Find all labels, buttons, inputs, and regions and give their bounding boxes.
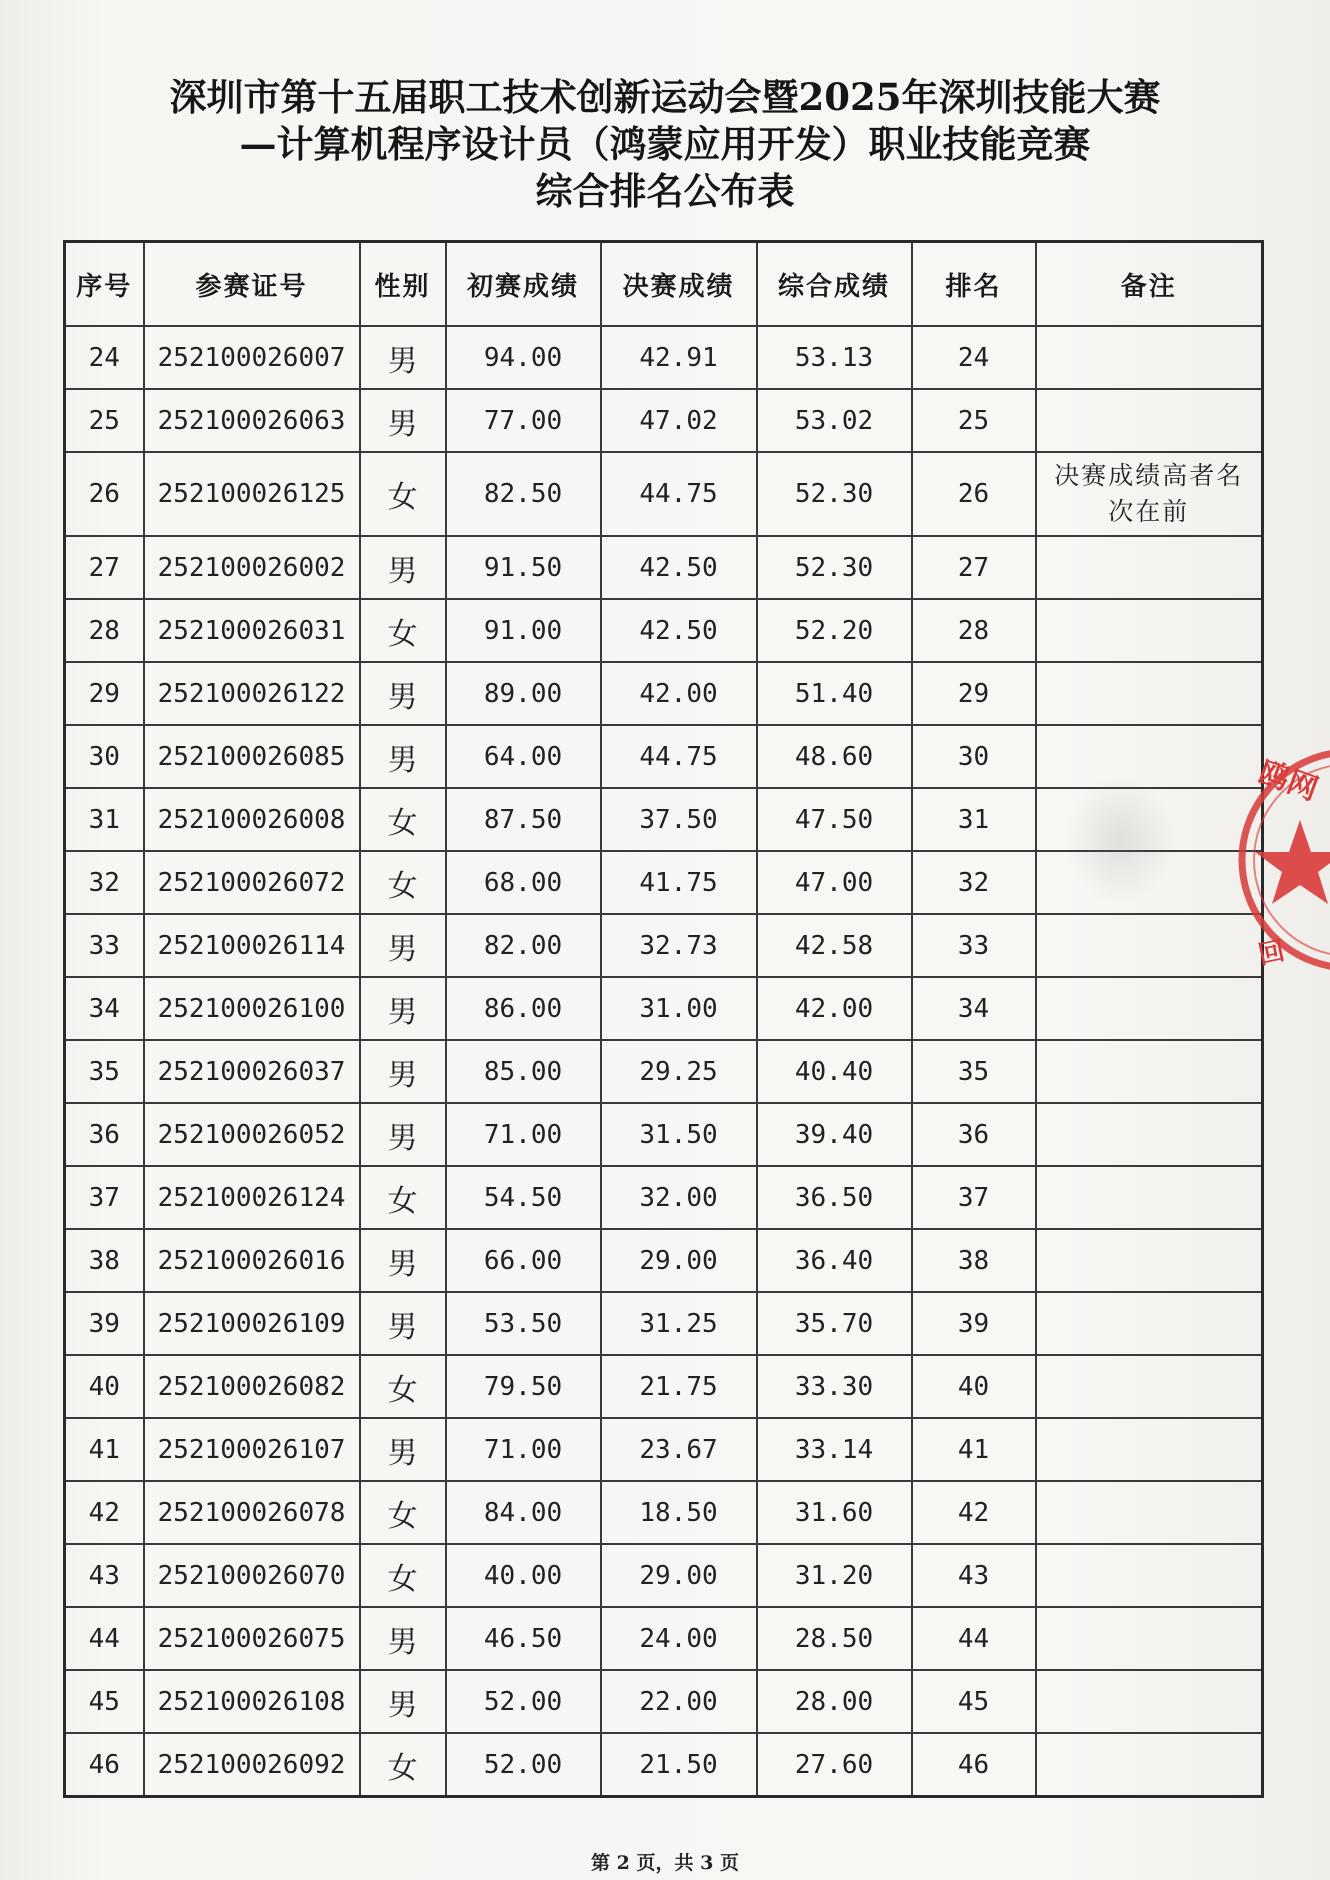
cell-note xyxy=(1036,536,1263,599)
cell-index: 29 xyxy=(65,662,144,725)
cell-note xyxy=(1036,1229,1263,1292)
cell-note xyxy=(1036,389,1263,452)
cell-index: 30 xyxy=(65,725,144,788)
cell-total-score: 53.02 xyxy=(757,389,912,452)
cell-prelim-score: 89.00 xyxy=(446,662,601,725)
cell-index: 31 xyxy=(65,788,144,851)
cell-total-score: 31.60 xyxy=(757,1481,912,1544)
cell-index: 42 xyxy=(65,1481,144,1544)
cell-prelim-score: 91.50 xyxy=(446,536,601,599)
header-cell-gender: 性别 xyxy=(360,242,446,327)
cell-final-score: 32.73 xyxy=(601,914,757,977)
cell-gender: 男 xyxy=(360,1607,446,1670)
cell-index: 24 xyxy=(65,326,144,389)
cell-prelim-score: 52.00 xyxy=(446,1670,601,1733)
cell-index: 41 xyxy=(65,1418,144,1481)
cell-total-score: 35.70 xyxy=(757,1292,912,1355)
cell-gender: 男 xyxy=(360,662,446,725)
cell-total-score: 39.40 xyxy=(757,1103,912,1166)
cell-gender: 女 xyxy=(360,788,446,851)
cell-note xyxy=(1036,326,1263,389)
cell-gender: 女 xyxy=(360,1481,446,1544)
cell-total-score: 47.50 xyxy=(757,788,912,851)
cell-prelim-score: 46.50 xyxy=(446,1607,601,1670)
cell-rank: 40 xyxy=(912,1355,1036,1418)
cell-entry-id: 252100026031 xyxy=(144,599,360,662)
cell-prelim-score: 79.50 xyxy=(446,1355,601,1418)
cell-entry-id: 252100026008 xyxy=(144,788,360,851)
title-line-2: —计算机程序设计员（鸿蒙应用开发）职业技能竞赛 xyxy=(239,122,1091,166)
cell-final-score: 21.75 xyxy=(601,1355,757,1418)
cell-gender: 男 xyxy=(360,914,446,977)
cell-entry-id: 252100026085 xyxy=(144,725,360,788)
cell-rank: 26 xyxy=(912,452,1036,536)
cell-entry-id: 252100026092 xyxy=(144,1733,360,1797)
cell-prelim-score: 84.00 xyxy=(446,1481,601,1544)
cell-rank: 38 xyxy=(912,1229,1036,1292)
svg-text:回: 回 xyxy=(1255,936,1288,971)
cell-note xyxy=(1036,599,1263,662)
cell-note xyxy=(1036,662,1263,725)
cell-final-score: 41.75 xyxy=(601,851,757,914)
cell-prelim-score: 64.00 xyxy=(446,725,601,788)
cell-rank: 36 xyxy=(912,1103,1036,1166)
cell-rank: 33 xyxy=(912,914,1036,977)
cell-rank: 46 xyxy=(912,1733,1036,1797)
cell-rank: 28 xyxy=(912,599,1036,662)
table-row xyxy=(65,1103,1263,1166)
title-line-3: 综合排名公布表 xyxy=(535,169,795,213)
table-row xyxy=(65,1355,1263,1418)
cell-rank: 35 xyxy=(912,1040,1036,1103)
cell-rank: 39 xyxy=(912,1292,1036,1355)
cell-gender: 女 xyxy=(360,1355,446,1418)
cell-prelim-score: 71.00 xyxy=(446,1418,601,1481)
cell-note xyxy=(1036,851,1263,914)
table-row xyxy=(65,536,1263,599)
cell-index: 33 xyxy=(65,914,144,977)
cell-note xyxy=(1036,1103,1263,1166)
cell-final-score: 29.25 xyxy=(601,1040,757,1103)
cell-total-score: 36.40 xyxy=(757,1229,912,1292)
cell-note xyxy=(1036,1166,1263,1229)
cell-final-score: 24.00 xyxy=(601,1607,757,1670)
cell-final-score: 42.50 xyxy=(601,599,757,662)
ranking-table xyxy=(63,240,1264,1798)
cell-final-score: 29.00 xyxy=(601,1229,757,1292)
cell-prelim-score: 94.00 xyxy=(446,326,601,389)
cell-total-score: 28.00 xyxy=(757,1670,912,1733)
table-row xyxy=(65,452,1263,536)
cell-rank: 32 xyxy=(912,851,1036,914)
cell-prelim-score: 53.50 xyxy=(446,1292,601,1355)
header-cell-rank: 排名 xyxy=(912,242,1036,327)
cell-gender: 女 xyxy=(360,1166,446,1229)
cell-prelim-score: 82.50 xyxy=(446,452,601,536)
cell-index: 36 xyxy=(65,1103,144,1166)
cell-note xyxy=(1036,1418,1263,1481)
cell-rank: 42 xyxy=(912,1481,1036,1544)
table-row xyxy=(65,1166,1263,1229)
cell-note xyxy=(1036,788,1263,851)
cell-note xyxy=(1036,977,1263,1040)
cell-rank: 37 xyxy=(912,1166,1036,1229)
cell-prelim-score: 71.00 xyxy=(446,1103,601,1166)
cell-prelim-score: 54.50 xyxy=(446,1166,601,1229)
table-row xyxy=(65,851,1263,914)
table-row xyxy=(65,788,1263,851)
cell-final-score: 44.75 xyxy=(601,452,757,536)
cell-index: 34 xyxy=(65,977,144,1040)
cell-rank: 27 xyxy=(912,536,1036,599)
table-row xyxy=(65,1544,1263,1607)
cell-entry-id: 252100026070 xyxy=(144,1544,360,1607)
title-line-1: 深圳市第十五届职工技术创新运动会暨2025年深圳技能大赛 xyxy=(169,75,1161,119)
cell-note xyxy=(1036,1607,1263,1670)
cell-rank: 34 xyxy=(912,977,1036,1040)
cell-rank: 43 xyxy=(912,1544,1036,1607)
cell-prelim-score: 91.00 xyxy=(446,599,601,662)
cell-prelim-score: 85.00 xyxy=(446,1040,601,1103)
cell-gender: 男 xyxy=(360,725,446,788)
cell-total-score: 52.20 xyxy=(757,599,912,662)
table-row xyxy=(65,662,1263,725)
cell-rank: 24 xyxy=(912,326,1036,389)
cell-index: 32 xyxy=(65,851,144,914)
cell-note xyxy=(1036,914,1263,977)
cell-final-score: 31.25 xyxy=(601,1292,757,1355)
cell-index: 44 xyxy=(65,1607,144,1670)
cell-rank: 41 xyxy=(912,1418,1036,1481)
cell-entry-id: 252100026100 xyxy=(144,977,360,1040)
table-row xyxy=(65,1733,1263,1797)
cell-total-score: 47.00 xyxy=(757,851,912,914)
table-row xyxy=(65,1607,1263,1670)
cell-entry-id: 252100026037 xyxy=(144,1040,360,1103)
cell-note xyxy=(1036,1040,1263,1103)
cell-entry-id: 252100026007 xyxy=(144,326,360,389)
cell-index: 45 xyxy=(65,1670,144,1733)
cell-index: 35 xyxy=(65,1040,144,1103)
header-cell-total-score: 综合成绩 xyxy=(757,242,912,327)
cell-entry-id: 252100026082 xyxy=(144,1355,360,1418)
cell-total-score: 27.60 xyxy=(757,1733,912,1797)
cell-final-score: 18.50 xyxy=(601,1481,757,1544)
cell-index: 26 xyxy=(65,452,144,536)
cell-total-score: 42.58 xyxy=(757,914,912,977)
cell-total-score: 31.20 xyxy=(757,1544,912,1607)
cell-final-score: 42.91 xyxy=(601,326,757,389)
cell-prelim-score: 66.00 xyxy=(446,1229,601,1292)
cell-final-score: 44.75 xyxy=(601,725,757,788)
document-title xyxy=(0,74,1330,215)
cell-entry-id: 252100026108 xyxy=(144,1670,360,1733)
cell-index: 28 xyxy=(65,599,144,662)
cell-entry-id: 252100026072 xyxy=(144,851,360,914)
cell-total-score: 33.30 xyxy=(757,1355,912,1418)
cell-total-score: 36.50 xyxy=(757,1166,912,1229)
header-cell-final-score: 决赛成绩 xyxy=(601,242,757,327)
cell-gender: 男 xyxy=(360,1040,446,1103)
cell-final-score: 22.00 xyxy=(601,1670,757,1733)
table-row xyxy=(65,725,1263,788)
cell-note: 决赛成绩高者名次在前 xyxy=(1036,452,1263,536)
cell-total-score: 33.14 xyxy=(757,1418,912,1481)
cell-rank: 31 xyxy=(912,788,1036,851)
cell-gender: 女 xyxy=(360,599,446,662)
table-row xyxy=(65,1292,1263,1355)
header-cell-note: 备注 xyxy=(1036,242,1263,327)
cell-prelim-score: 82.00 xyxy=(446,914,601,977)
cell-entry-id: 252100026109 xyxy=(144,1292,360,1355)
cell-gender: 男 xyxy=(360,1292,446,1355)
cell-total-score: 48.60 xyxy=(757,725,912,788)
cell-rank: 44 xyxy=(912,1607,1036,1670)
cell-total-score: 40.40 xyxy=(757,1040,912,1103)
header-cell-index: 序号 xyxy=(65,242,144,327)
cell-note xyxy=(1036,1544,1263,1607)
cell-total-score: 28.50 xyxy=(757,1607,912,1670)
table-row xyxy=(65,1418,1263,1481)
cell-index: 43 xyxy=(65,1544,144,1607)
cell-prelim-score: 68.00 xyxy=(446,851,601,914)
cell-final-score: 23.67 xyxy=(601,1418,757,1481)
cell-note xyxy=(1036,1481,1263,1544)
cell-index: 37 xyxy=(65,1166,144,1229)
cell-prelim-score: 52.00 xyxy=(446,1733,601,1797)
cell-index: 25 xyxy=(65,389,144,452)
cell-final-score: 32.00 xyxy=(601,1166,757,1229)
cell-final-score: 29.00 xyxy=(601,1544,757,1607)
cell-prelim-score: 77.00 xyxy=(446,389,601,452)
header-cell-entry-id: 参赛证号 xyxy=(144,242,360,327)
cell-gender: 女 xyxy=(360,1733,446,1797)
cell-final-score: 31.50 xyxy=(601,1103,757,1166)
cell-entry-id: 252100026002 xyxy=(144,536,360,599)
cell-entry-id: 252100026107 xyxy=(144,1418,360,1481)
cell-total-score: 51.40 xyxy=(757,662,912,725)
table-row xyxy=(65,1229,1263,1292)
table-row xyxy=(65,1040,1263,1103)
table-row xyxy=(65,389,1263,452)
cell-entry-id: 252100026114 xyxy=(144,914,360,977)
cell-entry-id: 252100026125 xyxy=(144,452,360,536)
cell-prelim-score: 87.50 xyxy=(446,788,601,851)
cell-note xyxy=(1036,1355,1263,1418)
table-row xyxy=(65,914,1263,977)
table-row xyxy=(65,599,1263,662)
cell-gender: 男 xyxy=(360,1103,446,1166)
table-body xyxy=(65,326,1263,1797)
table-row xyxy=(65,977,1263,1040)
cell-final-score: 47.02 xyxy=(601,389,757,452)
page-footer: 第 2 页，共 3 页 xyxy=(591,1852,739,1874)
cell-gender: 男 xyxy=(360,1229,446,1292)
cell-rank: 25 xyxy=(912,389,1036,452)
cell-total-score: 53.13 xyxy=(757,326,912,389)
cell-note xyxy=(1036,1670,1263,1733)
cell-final-score: 21.50 xyxy=(601,1733,757,1797)
cell-index: 38 xyxy=(65,1229,144,1292)
cell-gender: 女 xyxy=(360,851,446,914)
table-row xyxy=(65,326,1263,389)
cell-gender: 女 xyxy=(360,1544,446,1607)
table-row xyxy=(65,1670,1263,1733)
cell-final-score: 42.50 xyxy=(601,536,757,599)
cell-note xyxy=(1036,725,1263,788)
cell-final-score: 42.00 xyxy=(601,662,757,725)
cell-gender: 男 xyxy=(360,1670,446,1733)
cell-total-score: 52.30 xyxy=(757,452,912,536)
cell-total-score: 52.30 xyxy=(757,536,912,599)
cell-prelim-score: 40.00 xyxy=(446,1544,601,1607)
cell-entry-id: 252100026052 xyxy=(144,1103,360,1166)
cell-gender: 男 xyxy=(360,1418,446,1481)
table-row xyxy=(65,1481,1263,1544)
cell-gender: 女 xyxy=(360,452,446,536)
cell-note xyxy=(1036,1733,1263,1797)
cell-entry-id: 252100026063 xyxy=(144,389,360,452)
cell-entry-id: 252100026122 xyxy=(144,662,360,725)
cell-gender: 男 xyxy=(360,977,446,1040)
cell-rank: 29 xyxy=(912,662,1036,725)
cell-index: 46 xyxy=(65,1733,144,1797)
cell-note xyxy=(1036,1292,1263,1355)
seal-text: 鸥网 xyxy=(1254,754,1323,808)
header-cell-prelim-score: 初赛成绩 xyxy=(446,242,601,327)
cell-index: 27 xyxy=(65,536,144,599)
cell-rank: 45 xyxy=(912,1670,1036,1733)
cell-gender: 男 xyxy=(360,389,446,452)
cell-entry-id: 252100026078 xyxy=(144,1481,360,1544)
cell-rank: 30 xyxy=(912,725,1036,788)
cell-entry-id: 252100026075 xyxy=(144,1607,360,1670)
cell-gender: 男 xyxy=(360,536,446,599)
seal-graphic xyxy=(1238,735,1330,985)
table-header-row xyxy=(65,242,1263,327)
cell-index: 40 xyxy=(65,1355,144,1418)
cell-final-score: 31.00 xyxy=(601,977,757,1040)
cell-final-score: 37.50 xyxy=(601,788,757,851)
cell-prelim-score: 86.00 xyxy=(446,977,601,1040)
cell-total-score: 42.00 xyxy=(757,977,912,1040)
cell-gender: 男 xyxy=(360,326,446,389)
official-seal xyxy=(1238,735,1330,985)
cell-entry-id: 252100026016 xyxy=(144,1229,360,1292)
cell-entry-id: 252100026124 xyxy=(144,1166,360,1229)
cell-index: 39 xyxy=(65,1292,144,1355)
